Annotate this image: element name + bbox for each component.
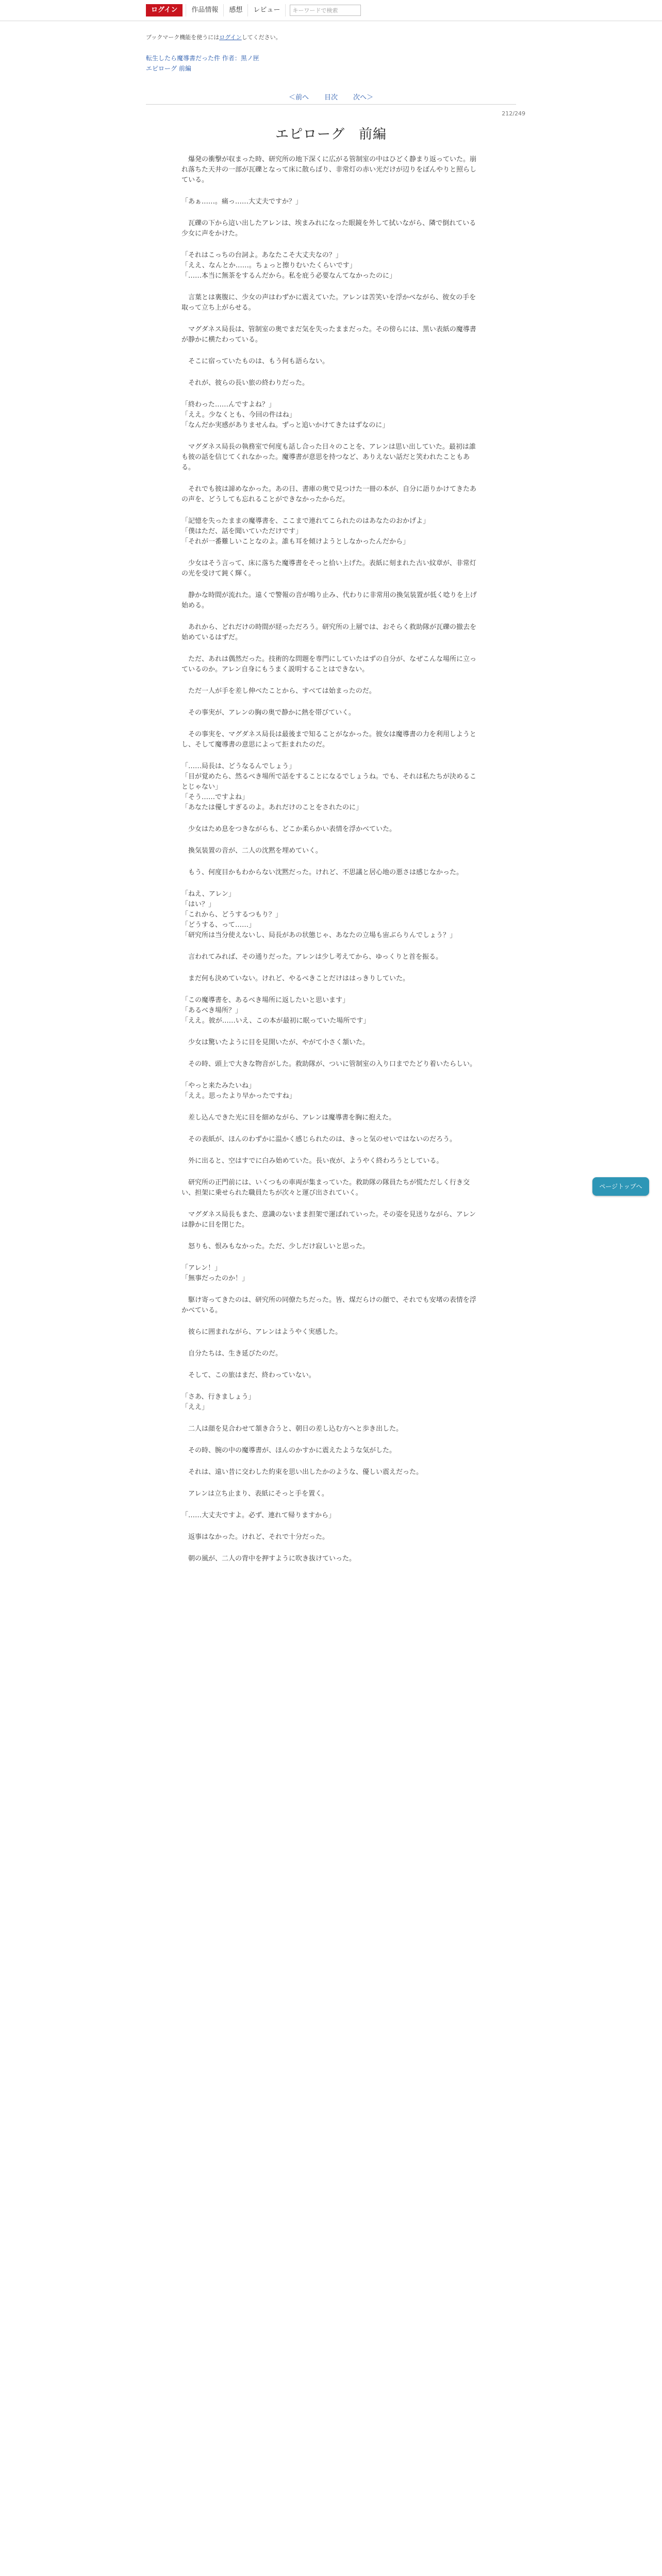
nav-item-work-info[interactable]: 作品情報 (186, 4, 224, 16)
login-button[interactable]: ログイン (146, 4, 183, 16)
chapter-paragraph: 「……大丈夫ですよ。必ず、連れて帰りますから」 (181, 1512, 335, 1519)
chapter-paragraph: マグダネス局長の執務室で何度も話し合った日々のことを、アレンは思い出していた。最初は誰も彼の話を信じてくれなかった。魔導書が意思を持つなど、ありえない話だと笑われたこともある。 (181, 443, 476, 471)
chapter-pager (289, 92, 373, 101)
chapter-paragraph: 「アレン！」 「無事だったのか！」 (181, 1264, 249, 1282)
chapter-paragraph: 少女はそう言って、床に落ちた魔導書をそっと拾い上げた。表紙に刻まれた古い紋章が、非常灯の光を受けて鈍く輝く。 (181, 560, 476, 578)
chapter-paragraph: その事実を、マグダネス局長は最後まで知ることがなかった。彼女は魔導書の力を利用しようとし、そして魔導書の意思によって拒まれたのだ。 (181, 731, 476, 749)
chapter-paragraph: ただ一人が手を差し伸べたことから、すべては始まったのだ。 (181, 687, 376, 695)
chapter-paragraph: 「あぁ……。痛っ……大丈夫ですか？」 (181, 198, 302, 206)
notice-text-post: してください。 (241, 34, 282, 41)
chapter-paragraph: まだ何も決めていない。けれど、やるべきことだけははっきりしていた。 (181, 975, 410, 982)
notice-login-link[interactable]: ログイン (219, 34, 242, 41)
chapter-paragraph: そして、この旅はまだ、終わっていない。 (181, 1371, 316, 1379)
nav-item-reviews[interactable]: レビュー (248, 4, 286, 16)
header-nav (146, 4, 361, 16)
chapter-paragraph: 少女はため息をつきながらも、どこか柔らかい表情を浮かべていた。 (181, 825, 396, 833)
chapter-paragraph: 静かな時間が流れた。遠くで警報の音が鳴り止み、代わりに非常用の換気装置が低く唸りを上げ始める。 (181, 591, 477, 609)
chapter-paragraph: 爆発の衝撃が収まった時、研究所の地下深くに広がる管制室の中はひどく静まり返っていた。崩れ落ちた天井の一部が瓦礫となって床に散らばり、非常灯の赤い光だけが辺りをぼんやりと照らしている。 (181, 156, 477, 184)
chapter-paragraph: 「やっと来たみたいね」 「ええ。思ったより早かったですね」 (181, 1082, 296, 1100)
chapter-paragraph: それが、彼らの長い旅の終わりだった。 (181, 379, 309, 387)
chapter-title: エピローグ 前編 (275, 127, 387, 142)
chapter-paragraph: ただ、あれは偶然だった。技術的な問題を専門にしていたはずの自分が、なぜこんな場所に立っているのか。アレン自身にもうまく説明することはできない。 (181, 655, 477, 673)
chapter-paragraph: アレンは立ち止まり、表紙にそっと手を置く。 (181, 1490, 328, 1498)
chapter-paragraph: 二人は顔を見合わせて頷き合うと、朝日の差し込む方へと歩き出した。 (181, 1425, 403, 1433)
chapter-paragraph: その時、頭上で大きな物音がした。救助隊が、ついに管制室の入り口までたどり着いたらしい。 (181, 1060, 477, 1068)
chapter-paragraph: 返事はなかった。けれど、それで十分だった。 (181, 1533, 329, 1541)
chapter-paragraph: 差し込んできた光に目を細めながら、アレンは魔導書を胸に抱えた。 (181, 1114, 396, 1122)
chapter-paragraph: その時、腕の中の魔導書が、ほんのかすかに震えたような気がした。 (181, 1447, 396, 1454)
chapter-paragraph: 研究所の正門前には、いくつもの車両が集まっていた。救助隊の隊員たちが慌ただしく行き交い、担架に乗せられた職員たちが次々と運び出されていく。 (181, 1179, 470, 1197)
chapter-paragraph: 言われてみれば、その通りだった。アレンは少し考えてから、ゆっくりと首を振る。 (181, 953, 443, 961)
chapter-paragraph: 「それはこっちの台詞よ。あなたこそ大丈夫なの？」 「ええ、なんとか……。ちょっと擦りむいたくらいです」 「……本当に無茶をするんだから。私を庇う必要なんてなかったのに」 (181, 251, 396, 280)
chapter-body (181, 155, 479, 1575)
page-top-button[interactable]: ページトップへ (592, 1177, 649, 1196)
chapter-paragraph: 彼らに囲まれながら、アレンはようやく実感した。 (181, 1328, 342, 1336)
chapter-paragraph: 「さあ、行きましょう」 「ええ」 (181, 1393, 255, 1411)
chapter-paragraph: 「この魔導書を、あるべき場所に返したいと思います」 「あるべき場所？」 「ええ。彼が……いえ、この本が最初に眠っていた場所です」 (181, 996, 370, 1025)
chapter-paragraph: マグダネス局長もまた、意識のないまま担架で運ばれていった。その姿を見送りながら、アレンは静かに目を閉じた。 (181, 1211, 476, 1229)
chapter-paragraph: 「終わった……んですよね？」 「ええ。少なくとも、今回の件はね」 「なんだか実感がありませんね。ずっと追いかけてきたはずなのに」 (181, 401, 389, 429)
chapter-paragraph: 朝の風が、二人の背中を押すように吹き抜けていった。 (181, 1555, 356, 1563)
notice-text-pre: ブックマーク機能を使うには (146, 34, 220, 41)
chapter-paragraph: あれから、どれだけの時間が経っただろう。研究所の上層では、おそらく救助隊が瓦礫の撤去を始めているはずだ。 (181, 623, 477, 641)
chapter-number: 212/249 (502, 110, 525, 117)
chapter-paragraph: 「……局長は、どうなるんでしょう」 「目が覚めたら、然るべき場所で話をすることになるでしょうね。でも、それは私たちが決めることじゃない」 「そう……ですよね」 「あなたは優しすぎるのよ。あれだけのことをされたのに」 (181, 762, 476, 811)
chapter-paragraph: 駆け寄ってきたのは、研究所の同僚たちだった。皆、煤だらけの顔で、それでも安堵の表情を浮かべている。 (181, 1296, 476, 1314)
chapter-paragraph: 外に出ると、空はすでに白み始めていた。長い夜が、ようやく終わろうとしている。 (181, 1157, 443, 1165)
chapter-paragraph: その表紙が、ほんのわずかに温かく感じられたのは、きっと気のせいではないのだろう。 (181, 1136, 457, 1143)
chapter-paragraph: その事実が、アレンの胸の奥で静かに熱を帯びていく。 (181, 709, 355, 717)
chapter-paragraph: それでも彼は諦めなかった。あの日、書庫の奥で見つけた一冊の本が、自分に語りかけてきたあの声を、どうしても忘れることができなかったからだ。 (181, 485, 477, 503)
prev-chapter-link[interactable]: ＜前へ (289, 94, 309, 101)
chapter-paragraph: 怒りも、恨みもなかった。ただ、少しだけ寂しいと思った。 (181, 1243, 370, 1250)
site-header (0, 0, 662, 21)
breadcrumb-novel-title[interactable] (146, 54, 259, 62)
chapter-paragraph: そこに宿っていたものは、もう何も語らない。 (181, 358, 329, 365)
novel-title-link[interactable]: 転生したら魔導書だった件 作者：黒ノ匣 (146, 55, 259, 62)
chapter-paragraph: 言葉とは裏腹に、少女の声はわずかに震えていた。アレンは苦笑いを浮かべながら、彼女の手を取って立ち上がらせる。 (181, 294, 476, 312)
breadcrumb-chapter[interactable] (146, 64, 191, 73)
next-chapter-link[interactable]: 次へ＞ (353, 94, 373, 101)
chapter-paragraph: それは、遠い昔に交わした約束を思い出したかのような、優しい震えだった。 (181, 1468, 423, 1476)
divider (146, 104, 516, 105)
chapter-paragraph: 「ねえ、アレン」 「はい？」 「これから、どうするつもり？」 「どうする、って……」 「研究所は当分使えないし、局長があの状態じゃ、あなたの立場も宙ぶらりんでしょう？」 (181, 890, 457, 939)
chapter-paragraph: 「記憶を失ったままの魔導書を、ここまで連れてこられたのはあなたのおかげよ」 「僕はただ、話を聞いていただけです」 「それが一番難しいことなのよ。誰も耳を傾けようとしなかったんだから」 (181, 517, 430, 546)
chapter-paragraph: 瓦礫の下から這い出したアレンは、埃まみれになった眼鏡を外して拭いながら、隣で倒れている少女に声をかけた。 (181, 219, 476, 238)
nav-item-impressions[interactable]: 感想 (224, 4, 248, 16)
bookmark-notice (146, 33, 282, 41)
search-input[interactable] (290, 5, 361, 16)
chapter-paragraph: 少女は驚いたように目を見開いたが、やがて小さく頷いた。 (181, 1039, 370, 1046)
chapter-paragraph: 自分たちは、生き延びたのだ。 (181, 1350, 283, 1358)
chapter-paragraph: もう、何度目かもわからない沈黙だった。けれど、不思議と居心地の悪さは感じなかった。 (181, 869, 464, 876)
table-of-contents-link[interactable]: 目次 (324, 94, 338, 101)
chapter-paragraph: 換気装置の音が、二人の沈黙を埋めていく。 (181, 847, 322, 855)
chapter-paragraph: マグダネス局長は、管制室の奥でまだ気を失ったままだった。その傍らには、黒い表紙の魔導書が静かに横たわっている。 (181, 326, 476, 344)
chapter-breadcrumb-link[interactable]: エピローグ 前編 (146, 65, 191, 72)
